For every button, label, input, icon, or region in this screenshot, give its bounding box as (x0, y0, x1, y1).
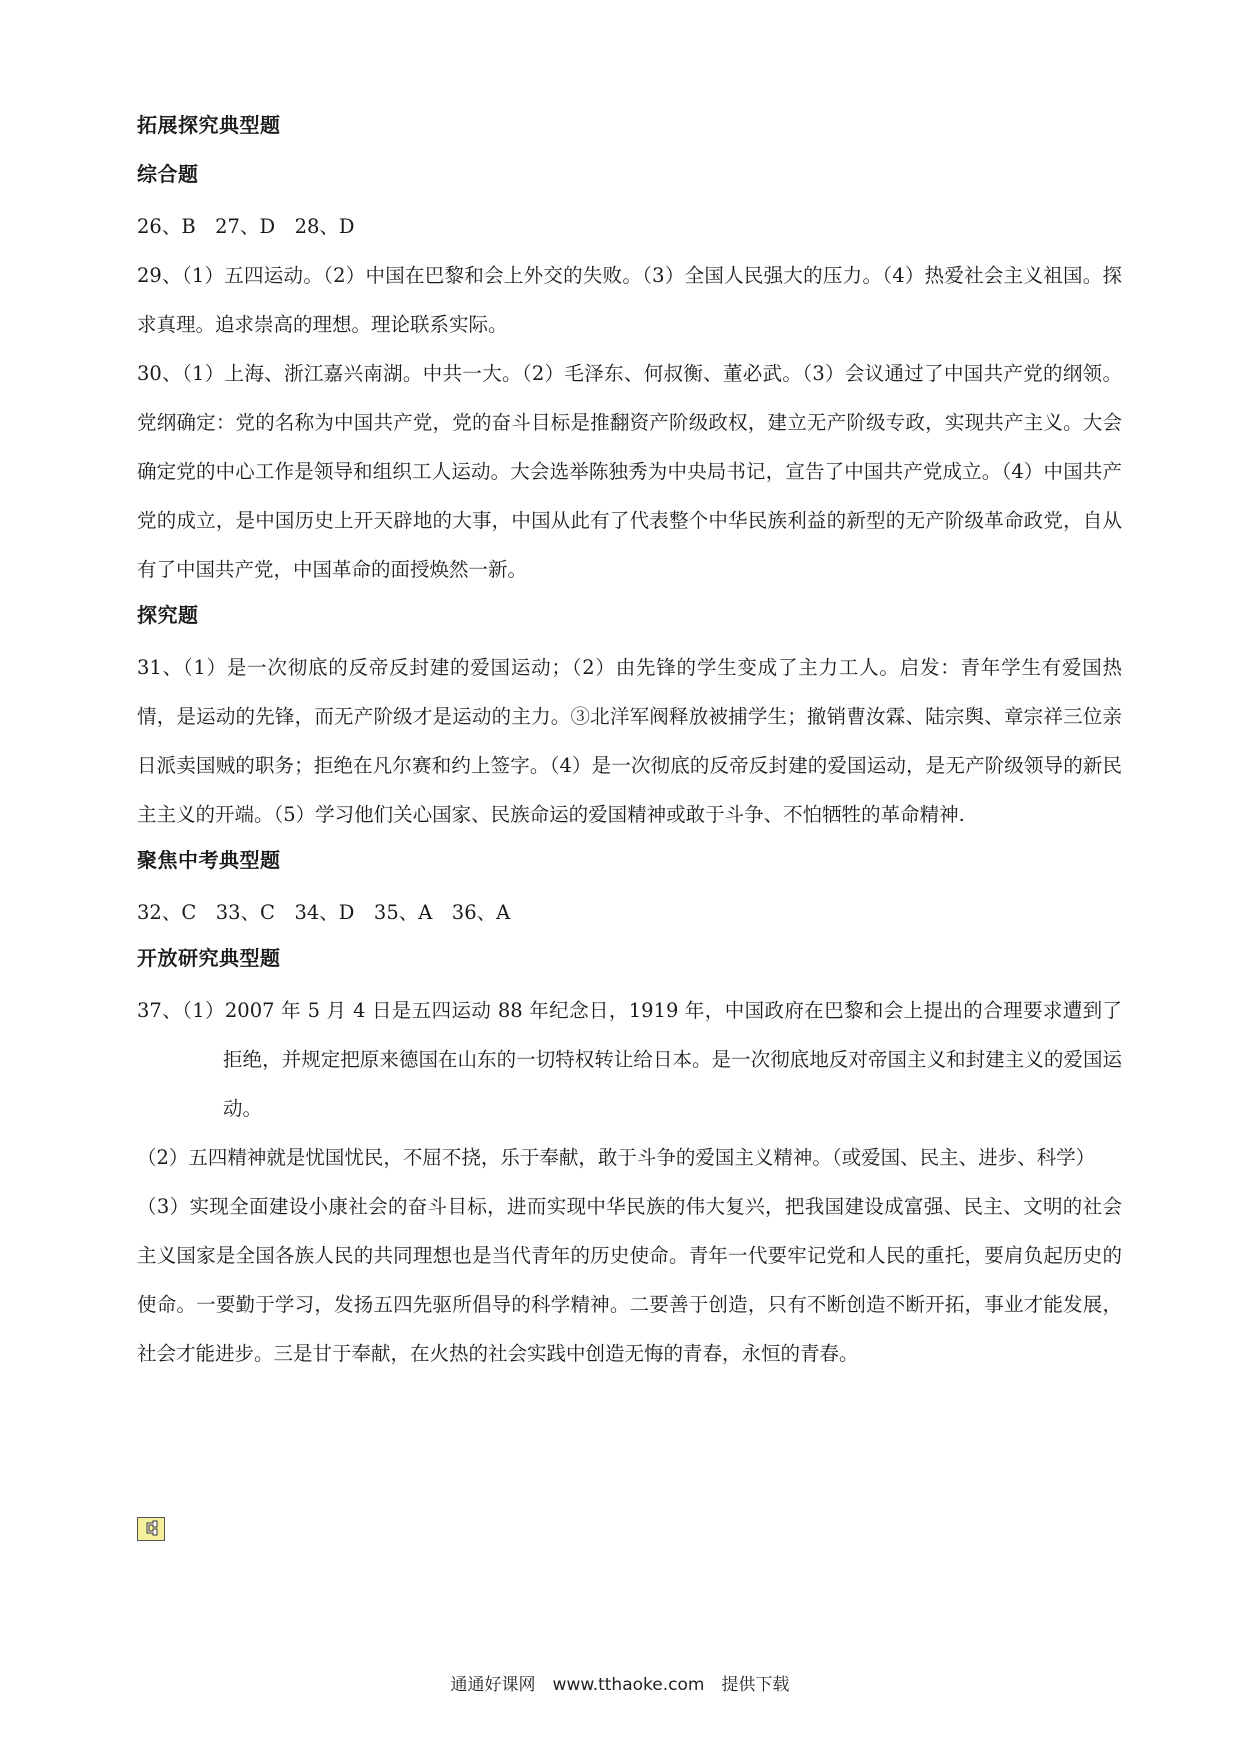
section-title-comprehensive: 综合题 (137, 162, 199, 186)
answer-30: 30、（1）上海、浙江嘉兴南湖。中共一大。（2）毛泽东、何叔衡、董必武。（3）会议通过了中国共产党的纲领。党纲确定：党的名称为中国共产党，党的奋斗目标是推翻资产阶级政权，建立无产阶级专政，实现共产主义。大会确定党的中心工作是领导和组织工人运动。大会选举陈独秀为中央局书记，宣告了中国共产党成立。（4）中国共产党的成立，是中国历史上开天辟地的大事，中国从此有了代表整个中华民族利益的新型的无产阶级革命政党，自从有了中国共产党，中国革命的面授焕然一新。 (137, 362, 1122, 581)
answers-26-28: 26、B 27、D 28、D (137, 215, 355, 238)
answers-32-36: 32、C 33、C 34、D 35、A 36、A (137, 901, 511, 924)
answer-31: 31、（1）是一次彻底的反帝反封建的爱国运动；（2）由先锋的学生变成了主力工人。启发：青年学生有爱国热情，是运动的先锋，而无产阶级才是运动的主力。③北洋军阀释放被捕学生；撤销曹汝霖、陆宗舆、章宗祥三位亲日派卖国贼的职务；拒绝在凡尔赛和约上签字。（4）是一次彻底的反帝反封建的爱国运动，是无产阶级领导的新民主主义的开端。（5）学习他们关心国家、民族命运的爱国精神或敢于斗争、不怕牺牲的革命精神. (137, 656, 1122, 826)
section-title-extension: 拓展探究典型题 (137, 113, 281, 137)
footer-source: 通通好课网 www.tthaoke.com 提供下载 (450, 1675, 790, 1695)
document-body (137, 104, 1122, 1378)
section-title-inquiry: 探究题 (137, 603, 199, 627)
section-title-exam-focus: 聚焦中考典型题 (137, 848, 281, 872)
answer-37-part1: 37、（1）2007 年 5 月 4 日是五四运动 88 年纪念日，1919 年，中国政府在巴黎和会上提出的合理要求遭到了拒绝，并规定把原来德国在山东的一切特权转让给日本。是一次彻底地反对帝国主义和封建主义的爱国运动。 (137, 999, 1122, 1120)
embedded-object-icon[interactable] (137, 1517, 165, 1541)
section-title-open-research: 开放研究典型题 (137, 946, 281, 970)
answer-37-part3: （3）实现全面建设小康社会的奋斗目标，进而实现中华民族的伟大复兴，把我国建设成富强、民主、文明的社会主义国家是全国各族人民的共同理想也是当代青年的历史使命。青年一代要牢记党和人民的重托，要肩负起历史的使命。一要勤于学习，发扬五四先驱所倡导的科学精神。二要善于创造，只有不断创造不断开拓，事业才能发展，社会才能进步。三是甘于奉献，在火热的社会实践中创造无悔的青春，永恒的青春。 (137, 1195, 1122, 1365)
answer-29: 29、（1）五四运动。（2）中国在巴黎和会上外交的失败。（3）全国人民强大的压力。（4）热爱社会主义祖国。探求真理。追求崇高的理想。理论联系实际。 (137, 264, 1122, 336)
answer-37-part2: （2）五四精神就是忧国忧民，不屈不挠，乐于奉献，敢于斗争的爱国主义精神。（或爱国、民主、进步、科学） (137, 1146, 1096, 1169)
